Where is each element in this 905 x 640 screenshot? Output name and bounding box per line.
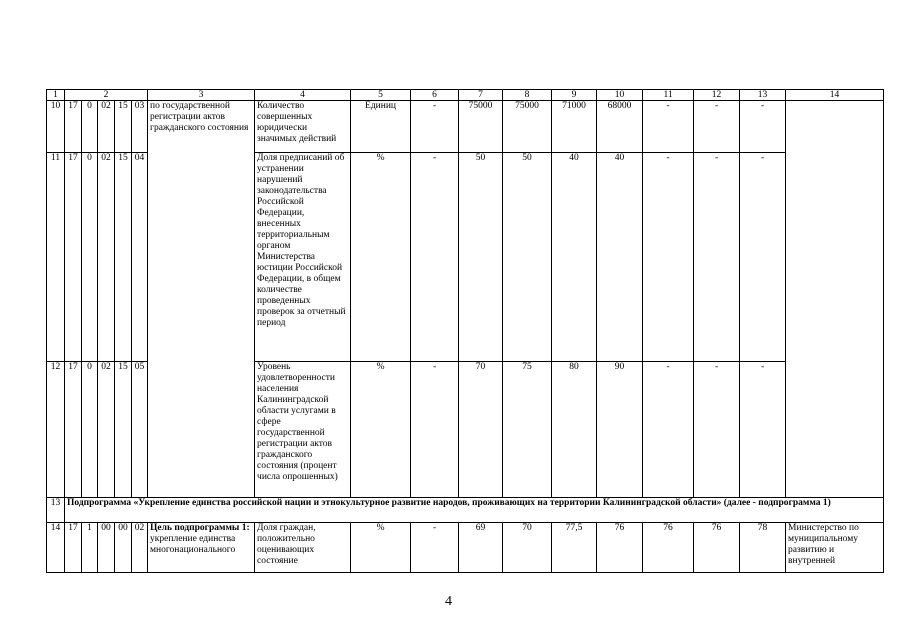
subprogram-goal-cell — [148, 523, 255, 573]
value-cell: - — [411, 101, 459, 153]
code-cell: 17 — [65, 101, 82, 153]
indicator-name-cell: Количество совершенных юридически значимых действий — [255, 101, 351, 153]
document-page — [46, 89, 863, 573]
value-cell: - — [740, 362, 786, 498]
subprogram-title: Подпрограмма «Укрепление единства российской нации и этнокультурное развитие народов, проживающих на территории Калининградской области» (далее - подпрограмма 1) — [65, 498, 884, 523]
header-cell: 9 — [552, 90, 597, 101]
table-row — [47, 101, 884, 153]
code-cell: 17 — [65, 153, 82, 362]
value-cell: - — [643, 362, 694, 498]
row-number: 10 — [47, 101, 65, 153]
value-cell: - — [694, 153, 740, 362]
code-cell: 17 — [65, 523, 82, 573]
header-cell: 12 — [694, 90, 740, 101]
value-cell: 40 — [552, 153, 597, 362]
value-cell: 75000 — [459, 101, 503, 153]
row-number: 11 — [47, 153, 65, 362]
row-number: 12 — [47, 362, 65, 498]
code-cell: 02 — [98, 153, 115, 362]
code-cell: 04 — [132, 153, 148, 362]
code-cell: 15 — [115, 101, 132, 153]
indicators-table — [46, 89, 884, 573]
code-cell: 03 — [132, 101, 148, 153]
page-number: 4 — [445, 594, 452, 609]
value-cell: 40 — [597, 153, 643, 362]
responsible-cell — [786, 101, 884, 498]
value-cell: 70 — [459, 362, 503, 498]
row-number: 13 — [47, 498, 65, 523]
code-cell: 0 — [82, 153, 98, 362]
value-cell: - — [694, 362, 740, 498]
value-cell: - — [643, 153, 694, 362]
header-cell: 6 — [411, 90, 459, 101]
table-row — [47, 523, 884, 573]
value-cell: 90 — [597, 362, 643, 498]
code-cell: 0 — [82, 362, 98, 498]
header-cell: 5 — [351, 90, 411, 101]
unit-cell: Единиц — [351, 101, 411, 153]
value-cell: 76 — [643, 523, 694, 573]
indicator-name-cell: Доля предписаний об устранении нарушений законодательства Российской Федерации, внесенных территориальным органом Министерства юстиции Российской Федерации, в общем количестве проведенных проверок за отчетный период — [255, 153, 351, 362]
code-cell: 00 — [98, 523, 115, 573]
row-number: 14 — [47, 523, 65, 573]
value-cell: 76 — [694, 523, 740, 573]
value-cell: - — [411, 523, 459, 573]
unit-cell: % — [351, 523, 411, 573]
header-cell: 4 — [255, 90, 351, 101]
code-cell: 05 — [132, 362, 148, 498]
code-cell: 02 — [98, 362, 115, 498]
value-cell: 76 — [597, 523, 643, 573]
code-cell: 1 — [82, 523, 98, 573]
value-cell: 78 — [740, 523, 786, 573]
header-cell: 1 — [47, 90, 65, 101]
header-cell: 2 — [65, 90, 148, 101]
value-cell: 70 — [503, 523, 552, 573]
unit-cell: % — [351, 153, 411, 362]
value-cell: - — [694, 101, 740, 153]
code-cell: 17 — [65, 362, 82, 498]
header-cell: 13 — [740, 90, 786, 101]
value-cell: - — [411, 153, 459, 362]
code-cell: 02 — [132, 523, 148, 573]
value-cell: 71000 — [552, 101, 597, 153]
value-cell: - — [643, 101, 694, 153]
value-cell: 68000 — [597, 101, 643, 153]
header-cell: 10 — [597, 90, 643, 101]
value-cell: 77,5 — [552, 523, 597, 573]
code-cell: 0 — [82, 101, 98, 153]
header-cell: 7 — [459, 90, 503, 101]
code-cell: 02 — [98, 101, 115, 153]
value-cell: - — [740, 153, 786, 362]
header-cell: 8 — [503, 90, 552, 101]
header-cell: 14 — [786, 90, 884, 101]
indicator-name-cell: Уровень удовлетворенности населения Калининградской области услугами в сфере государственной регистрации актов гражданского состояния (процент числа опрошенных) — [255, 362, 351, 498]
subprogram-row — [47, 498, 884, 523]
goal-label: Цель подпрограммы 1: — [150, 523, 250, 533]
value-cell: 80 — [552, 362, 597, 498]
program-name-cell: по государственной регистрации актов гражданского состояния — [148, 101, 255, 498]
goal-text: укрепление единства многонационального — [150, 534, 236, 555]
value-cell: - — [411, 362, 459, 498]
value-cell: - — [740, 101, 786, 153]
code-cell: 15 — [115, 362, 132, 498]
value-cell: 69 — [459, 523, 503, 573]
indicator-name-cell: Доля граждан, положительно оценивающих состояние — [255, 523, 351, 573]
value-cell: 50 — [459, 153, 503, 362]
value-cell: 50 — [503, 153, 552, 362]
header-row — [47, 90, 884, 101]
value-cell: 75 — [503, 362, 552, 498]
responsible-cell: Министерство по муниципальному развитию и внутренней — [786, 523, 884, 573]
header-cell: 11 — [643, 90, 694, 101]
code-cell: 15 — [115, 153, 132, 362]
value-cell: 75000 — [503, 101, 552, 153]
unit-cell: % — [351, 362, 411, 498]
header-cell: 3 — [148, 90, 255, 101]
code-cell: 00 — [115, 523, 132, 573]
